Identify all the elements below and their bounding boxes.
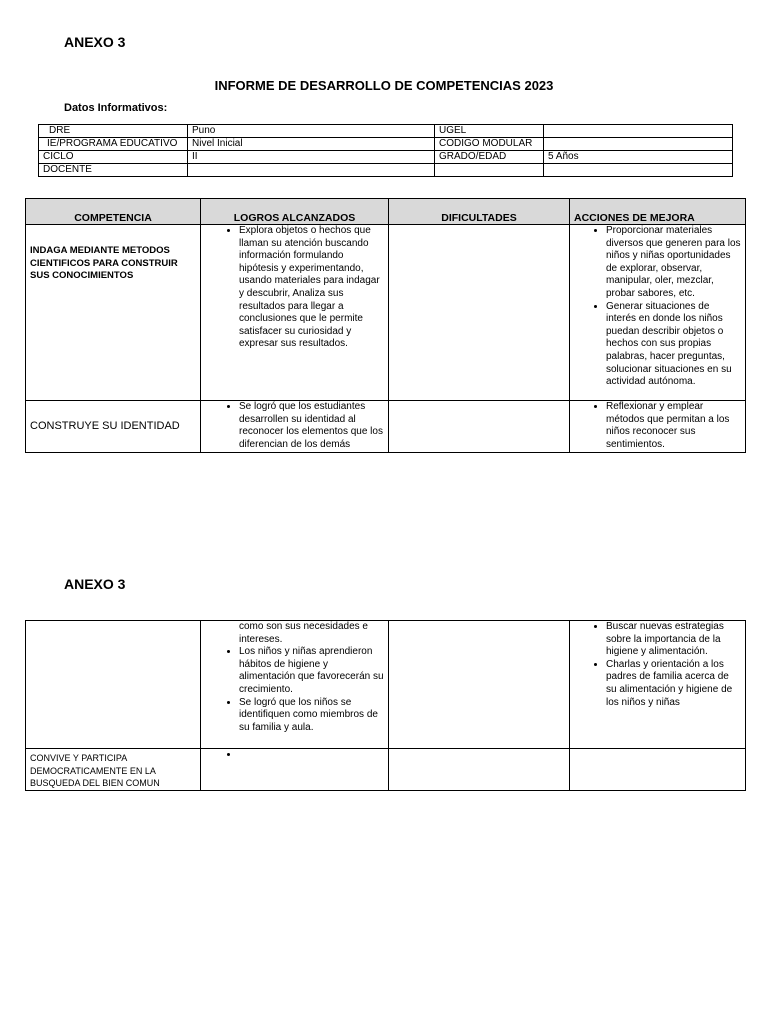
docente-value [188, 164, 435, 177]
competencies-table-continued [25, 620, 746, 791]
dificultades-cell [389, 749, 570, 791]
grado-value: 5 Años [544, 151, 733, 164]
list-item [239, 749, 384, 762]
competencia-cell: CONSTRUYE SU IDENTIDAD [26, 401, 201, 453]
logros-cell [201, 621, 389, 749]
docente-label: DOCENTE [39, 164, 188, 177]
info-row [39, 138, 733, 151]
ugel-label: UGEL [435, 125, 544, 138]
ie-value: Nivel Inicial [188, 138, 435, 151]
codigo-value [544, 138, 733, 151]
list-item: • Charlas y orientación a los padres de familia acerca de su alimentación y higiene de los niños y niñas [606, 659, 741, 709]
dre-value: Puno [188, 125, 435, 138]
empty-cell [435, 164, 544, 177]
dificultades-cell [389, 401, 570, 453]
ciclo-value: II [188, 151, 435, 164]
logros-cell [201, 749, 389, 791]
header-competencia: COMPETENCIA [26, 199, 201, 225]
logros-cell [201, 401, 389, 453]
info-table [38, 124, 733, 177]
list-item: • Buscar nuevas estrategias sobre la importancia de la higiene y alimentación. [606, 621, 741, 659]
list-item: • Proporcionar materiales diversos que generen para los niños y niñas oportunidades de explorar, observar, manipular, oler, mezclar, probar sabores, etc. [606, 225, 741, 301]
info-row [39, 151, 733, 164]
list-item: • Los niños y niñas aprendieron hábitos de higiene y alimentación que favorecerán su crecimiento. [239, 646, 384, 696]
table-row [26, 401, 746, 453]
empty-cell [544, 164, 733, 177]
annex-heading: ANEXO 3 [64, 34, 126, 50]
acciones-cell [570, 749, 746, 791]
codigo-label: CODIGO MODULAR [435, 138, 544, 151]
info-row [39, 164, 733, 177]
info-row [39, 125, 733, 138]
table-header-row [26, 199, 746, 225]
report-title: INFORME DE DESARROLLO DE COMPETENCIAS 2023 [214, 78, 554, 93]
ie-label: IE/PROGRAMA EDUCATIVO [39, 138, 188, 151]
header-acciones: ACCIONES DE MEJORA [570, 199, 746, 225]
header-dificultades: DIFICULTADES [389, 199, 570, 225]
acciones-cell [570, 401, 746, 453]
ciclo-label: CICLO [39, 151, 188, 164]
list-item: • Generar situaciones de interés en donde los niños puedan describir objetos o hechos con sus propias palabras, hacer preguntas, solucionar situaciones en su actividad autónoma. [606, 301, 741, 389]
table-row [26, 749, 746, 791]
table-row [26, 225, 746, 401]
annex-heading-page2: ANEXO 3 [64, 576, 126, 592]
list-item: • Se logró que los niños se identifiquen como miembros de su familia y aula. [239, 697, 384, 735]
list-item-continued: como son sus necesidades e intereses. [239, 621, 368, 645]
dificultades-cell [389, 621, 570, 749]
dre-label: DRE [39, 125, 188, 138]
acciones-cell [570, 621, 746, 749]
logros-cell [201, 225, 389, 401]
header-logros: LOGROS ALCANZADOS [201, 199, 389, 225]
competencia-cell: INDAGA MEDIANTE METODOS CIENTIFICOS PARA CONSTRUIR SUS CONOCIMIENTOS [26, 225, 201, 401]
grado-label: GRADO/EDAD [435, 151, 544, 164]
table-row [26, 621, 746, 749]
dificultades-cell [389, 225, 570, 401]
competencia-cell [26, 621, 201, 749]
list-item: • Se logró que los estudiantes desarrollen su identidad al reconocer los elementos que los diferencian de los demás [239, 401, 384, 451]
info-subtitle: Datos Informativos: [64, 102, 168, 114]
competencia-cell: CONVIVE Y PARTICIPA DEMOCRATICAMENTE EN LA BUSQUEDA DEL BIEN COMUN [26, 749, 201, 791]
acciones-cell [570, 225, 746, 401]
competencies-table [25, 198, 746, 453]
list-item: • Reflexionar y emplear métodos que permitan a los niños reconocer sus sentimientos. [606, 401, 741, 451]
ugel-value [544, 125, 733, 138]
list-item: • Explora objetos o hechos que llaman su atención buscando información formulando hipótesis y experimentando, usando materiales para indagar y descubrir, Analiza sus resultados para llegar a conclusiones que le permite satisfacer su curiosidad y expresar sus resultados. [239, 225, 384, 351]
